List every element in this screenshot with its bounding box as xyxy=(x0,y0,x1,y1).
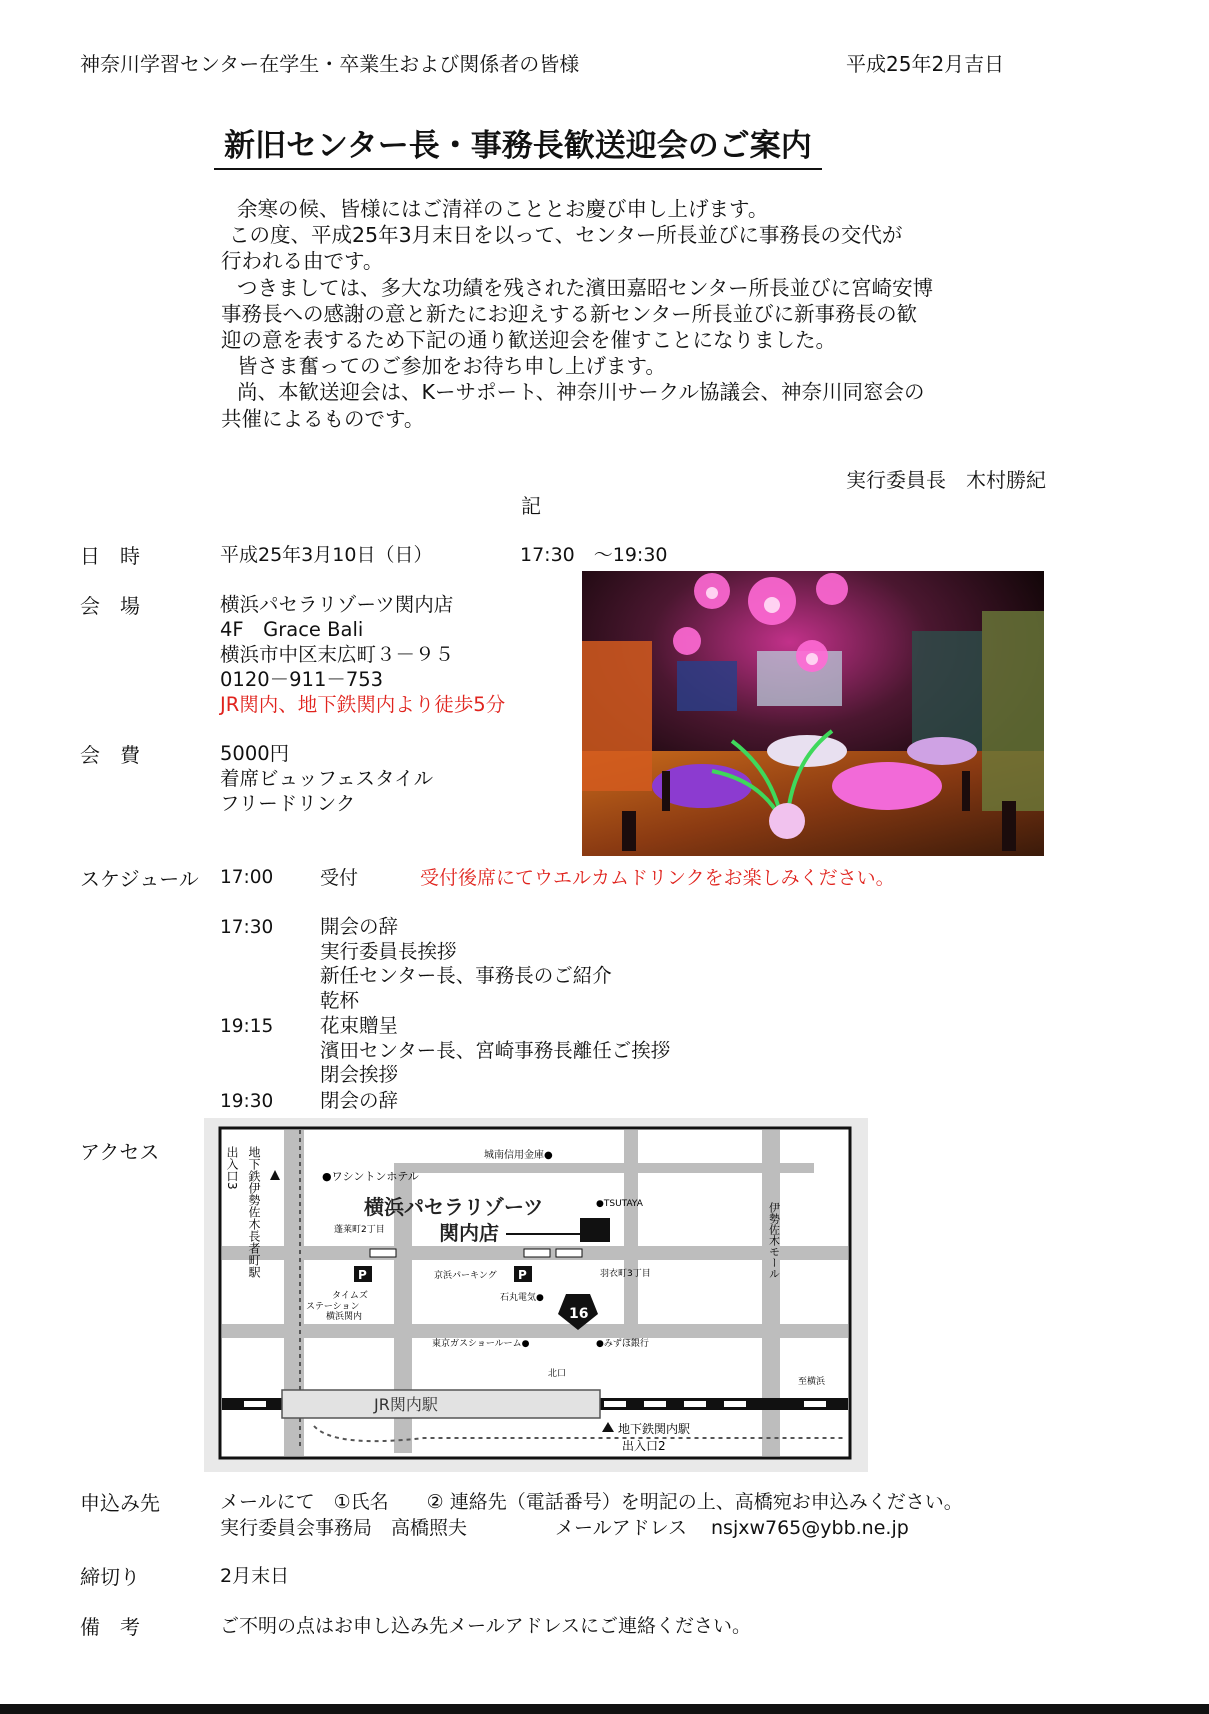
map-label-times: タイムズ xyxy=(332,1291,368,1301)
ki-mark: 記 xyxy=(521,494,541,518)
map-label-mizuho: ●みずほ銀行 xyxy=(596,1339,649,1349)
intro-line: 皆さま奮ってのご参加をお待ち申し上げます。 xyxy=(237,354,666,379)
intro-line: 余寒の候、皆様にはご清祥のこととお慶び申し上げます。 xyxy=(237,197,769,221)
map-label-exit2: 出入口2 xyxy=(622,1439,666,1453)
issue-date: 平成25年2月吉日 xyxy=(846,52,1005,76)
apply-instructions: メールにて ①氏名 ② 連絡先（電話番号）を明記の上、高橋宛お申込みください。 xyxy=(220,1491,963,1513)
parking-icon-glyph: P xyxy=(518,1268,527,1282)
intro-paragraph xyxy=(221,196,933,432)
remarks-value: ご不明の点はお申し込み先メールアドレスにご連絡ください。 xyxy=(220,1615,752,1637)
fee-style: 着席ビュッフェスタイル xyxy=(220,767,434,790)
intro-line: 共催によるものです。 xyxy=(221,406,425,431)
venue-block xyxy=(220,592,505,717)
parking-icon-glyph: P xyxy=(358,1268,367,1282)
intro-line: 迎の意を表するため下記の通り歓送迎会を催すことになりました。 xyxy=(221,328,836,353)
schedule-item: 閉会の辞 xyxy=(320,1089,399,1112)
venue-label: 会 場 xyxy=(80,594,140,618)
fee-label: 会 費 xyxy=(80,743,140,767)
map-venue-name: 横浜パセラリゾーツ xyxy=(364,1195,544,1219)
venue-address: 横浜市中区末広町３－９５ xyxy=(220,643,455,666)
fee-block xyxy=(220,741,433,816)
addressee: 神奈川学習センター在学生・卒業生および関係者の皆様 xyxy=(80,52,580,76)
venue-photo xyxy=(582,571,1044,856)
schedule-time: 17:30 xyxy=(220,917,274,938)
map-label-exit3: 出入口3 xyxy=(225,1146,239,1190)
schedule-item: 新任センター長、事務長のご紹介 xyxy=(320,964,612,987)
bus-stop-icon xyxy=(370,1249,396,1257)
intro-line: この度、平成25年3月末日を以って、センター所長並びに事務長の交代が xyxy=(229,223,903,248)
mail-label: メールアドレス xyxy=(555,1517,688,1539)
map-label-hagoromo: 羽衣町3丁目 xyxy=(600,1269,651,1279)
map-label-times-kannai: 横浜関内 xyxy=(326,1312,363,1322)
deadline-value: 2月末日 xyxy=(220,1565,290,1587)
bottom-rule xyxy=(0,1704,1209,1714)
map-label-kitaguchi: 北口 xyxy=(548,1369,567,1379)
map-label-ishimaru: 石丸電気● xyxy=(500,1293,544,1303)
map-label-shinkin: 城南信用金庫● xyxy=(484,1150,553,1161)
datetime-label: 日 時 xyxy=(80,544,140,568)
page-title: 新旧センター長・事務長歓送迎会のご案内 xyxy=(214,126,822,170)
intro-line: 行われる由です。 xyxy=(221,249,384,274)
schedule-item: 閉会挨拶 xyxy=(320,1063,399,1086)
schedule-time: 19:30 xyxy=(220,1091,274,1112)
map-label-tsutaya: ●TSUTAYA xyxy=(596,1199,643,1209)
map-venue-branch: 関内店 xyxy=(439,1221,499,1245)
schedule-time: 19:15 xyxy=(220,1016,274,1037)
venue-building-icon xyxy=(580,1218,610,1242)
map-label-isezaki-mall: 伊勢佐木モール xyxy=(767,1202,781,1279)
intro-line: 事務長への感謝の意と新たにお迎えする新センター所長並びに新事務長の歓 xyxy=(221,301,918,326)
schedule-item: 濱田センター長、宮崎事務長離任ご挨拶 xyxy=(320,1038,671,1062)
venue-floor: 4F Grace Bali xyxy=(220,618,364,641)
schedule-items xyxy=(320,1014,670,1088)
map-label-times-station: ステーション xyxy=(306,1302,360,1312)
map-label-to-yokohama: 至横浜 xyxy=(798,1377,826,1387)
map-label-washington: ●ワシントンホテル xyxy=(322,1170,419,1183)
contact-email-link[interactable]: nsjxw765@ybb.ne.jp xyxy=(711,1517,909,1539)
map-label-horaicho: 蓬莱町2丁目 xyxy=(334,1225,385,1235)
schedule-item: 開会の辞 xyxy=(320,915,399,938)
schedule-items xyxy=(320,915,612,1013)
schedule-item: 乾杯 xyxy=(320,988,360,1012)
map-label-tokyo-gas: 東京ガスショールーム● xyxy=(432,1339,530,1349)
map-label-subway-chojamachi: 地下鉄伊勢佐木長者町駅 xyxy=(247,1146,261,1278)
intro-line: つきましては、多大な功績を残された濱田嘉昭センター所長並びに宮崎安博 xyxy=(237,275,934,300)
remarks-label: 備 考 xyxy=(80,1615,140,1639)
bus-stop-icon xyxy=(524,1249,550,1257)
venue-name: 横浜パセラリゾーツ関内店 xyxy=(220,593,454,616)
reception-note: 受付後席にてウエルカムドリンクをお楽しみください。 xyxy=(420,867,895,889)
intro-line: 尚、本歓送迎会は、Kーサポート、神奈川サークル協議会、神奈川同窓会の xyxy=(237,380,925,405)
schedule-time: 17:00 xyxy=(220,867,274,888)
venue-access-note: JR関内、地下鉄関内より徒歩5分 xyxy=(220,693,506,716)
venue-photo-illustration xyxy=(582,571,1044,856)
fee-drink: フリードリンク xyxy=(220,792,356,815)
fee-amount: 5000円 xyxy=(220,742,290,765)
apply-office: 実行委員会事務局 高橋照夫 xyxy=(220,1517,468,1539)
venue-phone: 0120－911－753 xyxy=(220,668,384,691)
map-label-subway-kannai: 地下鉄関内駅 xyxy=(618,1422,691,1436)
map-label-keihin-parking: 京浜パーキング xyxy=(434,1271,497,1281)
schedule-item: 実行委員長挨拶 xyxy=(320,939,457,963)
bus-stop-icon xyxy=(556,1249,582,1257)
event-time: 17:30 ～19:30 xyxy=(520,544,668,566)
schedule-items xyxy=(320,1089,398,1114)
route-number: 16 xyxy=(569,1306,589,1322)
schedule-item: 花束贈呈 xyxy=(320,1014,399,1037)
deadline-label: 締切り xyxy=(80,1565,140,1589)
schedule-item: 受付 xyxy=(320,867,359,889)
map-label-jr-kannai: JR関内駅 xyxy=(374,1395,438,1414)
access-label: アクセス xyxy=(80,1140,160,1164)
access-map-svg xyxy=(204,1118,868,1472)
event-date: 平成25年3月10日（日） xyxy=(220,544,433,566)
access-map xyxy=(204,1118,868,1472)
schedule-label: スケジュール xyxy=(80,867,199,891)
signature: 実行委員長 木村勝紀 xyxy=(846,468,1046,492)
apply-label: 申込み先 xyxy=(80,1491,160,1515)
